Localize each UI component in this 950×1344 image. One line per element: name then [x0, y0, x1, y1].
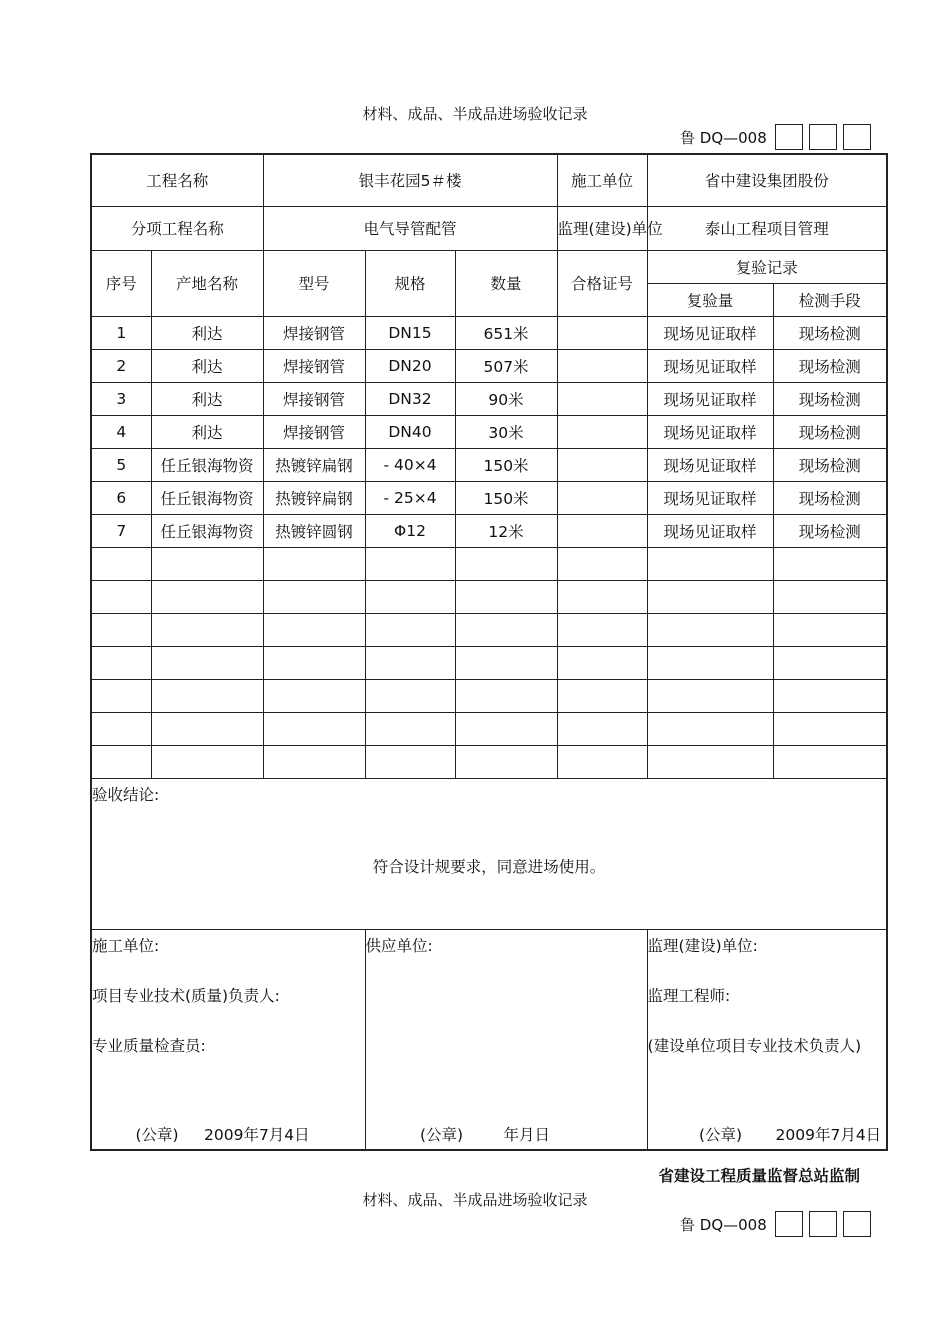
conclusion-text: 符合设计规要求，同意进场使用。 — [372, 857, 606, 876]
form-code-repeat — [680, 1211, 871, 1237]
table-row — [91, 448, 887, 481]
conclusion-row — [91, 778, 887, 929]
cell-recheck-amount[interactable]: 现场见证取样 — [647, 316, 773, 349]
cell-certificate[interactable] — [557, 481, 647, 514]
supplier-unit-sign-label: 供应单位: — [365, 936, 433, 955]
project-row — [91, 154, 887, 206]
construction-unit-sign-label: 施工单位: — [92, 936, 160, 955]
code-box-4[interactable] — [775, 1211, 803, 1237]
cell-test-method[interactable] — [773, 580, 887, 613]
cell-seq[interactable]: 4 — [91, 415, 151, 448]
construction-signature-cell[interactable] — [91, 929, 365, 1150]
cell-recheck-amount[interactable] — [647, 547, 773, 580]
tech-quality-lead-label: 项目专业技术(质量)负责人: — [92, 986, 280, 1005]
cell-quantity[interactable]: 150米 — [455, 448, 557, 481]
cell-test-method[interactable] — [773, 745, 887, 778]
cell-origin[interactable]: 利达 — [151, 382, 263, 415]
supervision-unit-label: 监理(建设)单位 — [557, 206, 647, 250]
conclusion-label: 验收结论: — [92, 785, 160, 804]
cell-spec[interactable]: - 25×4 — [365, 481, 455, 514]
cell-model[interactable]: 热镀锌扁钢 — [263, 448, 365, 481]
col-quantity-header: 数量 — [455, 250, 557, 316]
cell-spec[interactable] — [365, 580, 455, 613]
cell-origin[interactable]: 利达 — [151, 415, 263, 448]
cell-certificate[interactable] — [557, 514, 647, 547]
cell-certificate[interactable] — [557, 448, 647, 481]
cell-model[interactable] — [263, 613, 365, 646]
table-row — [91, 745, 887, 778]
cell-origin[interactable] — [151, 547, 263, 580]
code-box-6[interactable] — [843, 1211, 871, 1237]
sub-project-row — [91, 206, 887, 250]
construction-unit-value[interactable]: 省中建设集团股份 — [647, 154, 887, 206]
cell-recheck-amount[interactable] — [647, 580, 773, 613]
cell-model[interactable]: 焊接钢管 — [263, 349, 365, 382]
cell-quantity[interactable]: 651米 — [455, 316, 557, 349]
project-name-label: 工程名称 — [91, 154, 263, 206]
cell-origin[interactable]: 利达 — [151, 316, 263, 349]
cell-seq[interactable]: 3 — [91, 382, 151, 415]
cell-certificate[interactable] — [557, 613, 647, 646]
cell-model[interactable]: 焊接钢管 — [263, 316, 365, 349]
table-row — [91, 481, 887, 514]
supervision-unit-sign-label: 监理(建设)单位: — [647, 936, 758, 955]
cell-recheck-amount[interactable] — [647, 646, 773, 679]
cell-certificate[interactable] — [557, 679, 647, 712]
cell-spec[interactable]: DN20 — [365, 349, 455, 382]
table-row — [91, 514, 887, 547]
cell-seq[interactable]: 5 — [91, 448, 151, 481]
cell-seq[interactable] — [91, 580, 151, 613]
cell-certificate[interactable] — [557, 415, 647, 448]
cell-model[interactable]: 焊接钢管 — [263, 415, 365, 448]
cell-certificate[interactable] — [557, 646, 647, 679]
issuing-authority: 省建设工程质量监督总站监制 — [658, 1167, 860, 1185]
col-test-method-header: 检测手段 — [773, 283, 887, 316]
col-model-header: 型号 — [263, 250, 365, 316]
supervision-unit-value[interactable]: 泰山工程项目管理 — [647, 206, 887, 250]
table-row — [91, 580, 887, 613]
cell-recheck-amount[interactable]: 现场见证取样 — [647, 481, 773, 514]
cell-model[interactable] — [263, 712, 365, 745]
cell-spec[interactable]: Φ12 — [365, 514, 455, 547]
col-seq-header: 序号 — [91, 250, 151, 316]
cell-quantity[interactable] — [455, 745, 557, 778]
cell-model[interactable]: 焊接钢管 — [263, 382, 365, 415]
table-row — [91, 613, 887, 646]
cell-origin[interactable] — [151, 679, 263, 712]
form-code-text-repeat: 鲁 DQ—008 — [680, 1215, 767, 1234]
table-row — [91, 349, 887, 382]
cell-origin[interactable] — [151, 745, 263, 778]
signature-row — [91, 929, 887, 1150]
code-box-1[interactable] — [775, 124, 803, 150]
cell-recheck-amount[interactable]: 现场见证取样 — [647, 448, 773, 481]
cell-test-method[interactable]: 现场检测 — [773, 415, 887, 448]
cell-certificate[interactable] — [557, 712, 647, 745]
supervision-date: 2009年7月4日 — [775, 1126, 882, 1144]
cell-quantity[interactable] — [455, 712, 557, 745]
cell-test-method[interactable] — [773, 646, 887, 679]
cell-spec[interactable]: DN32 — [365, 382, 455, 415]
cell-quantity[interactable]: 30米 — [455, 415, 557, 448]
supplier-signature-cell[interactable] — [365, 929, 647, 1150]
quality-inspector-label: 专业质量检查员: — [92, 1036, 206, 1055]
table-row — [91, 547, 887, 580]
col-spec-header: 规格 — [365, 250, 455, 316]
cell-spec[interactable] — [365, 646, 455, 679]
form-code — [680, 124, 871, 150]
cell-origin[interactable]: 任丘银海物资 — [151, 514, 263, 547]
cell-seq[interactable] — [91, 547, 151, 580]
cell-origin[interactable] — [151, 646, 263, 679]
cell-seq[interactable]: 1 — [91, 316, 151, 349]
cell-recheck-amount[interactable] — [647, 745, 773, 778]
cell-recheck-amount[interactable] — [647, 679, 773, 712]
table-row — [91, 712, 887, 745]
cell-origin[interactable]: 任丘银海物资 — [151, 448, 263, 481]
cell-quantity[interactable]: 507米 — [455, 349, 557, 382]
cell-quantity[interactable]: 90米 — [455, 382, 557, 415]
cell-origin[interactable]: 利达 — [151, 349, 263, 382]
supervision-signature-cell[interactable] — [647, 929, 887, 1150]
page-title: 材料、成品、半成品进场验收记录 — [362, 105, 588, 123]
code-box-5[interactable] — [809, 1211, 837, 1237]
page-title-repeat: 材料、成品、半成品进场验收记录 — [362, 1191, 588, 1209]
cell-spec[interactable]: - 40×4 — [365, 448, 455, 481]
code-box-2[interactable] — [809, 124, 837, 150]
cell-certificate[interactable] — [557, 382, 647, 415]
cell-seq[interactable] — [91, 613, 151, 646]
cell-quantity[interactable] — [455, 679, 557, 712]
table-row — [91, 316, 887, 349]
cell-test-method[interactable]: 现场检测 — [773, 514, 887, 547]
cell-certificate[interactable] — [557, 745, 647, 778]
supervision-stamp-date — [666, 1123, 882, 1145]
table-row — [91, 415, 887, 448]
cell-recheck-amount[interactable]: 现场见证取样 — [647, 415, 773, 448]
supplier-stamp: (公章) — [419, 1126, 464, 1144]
sub-project-value[interactable]: 电气导管配管 — [263, 206, 557, 250]
cell-recheck-amount[interactable] — [647, 613, 773, 646]
cell-spec[interactable] — [365, 712, 455, 745]
col-recheck-header: 复验记录 — [647, 250, 887, 283]
cell-test-method[interactable]: 现场检测 — [773, 481, 887, 514]
cell-seq[interactable] — [91, 679, 151, 712]
col-recheck-amount-header: 复验量 — [647, 283, 773, 316]
cell-spec[interactable] — [365, 679, 455, 712]
cell-origin[interactable] — [151, 613, 263, 646]
construction-stamp-date — [110, 1123, 310, 1145]
cell-test-method[interactable] — [773, 679, 887, 712]
cell-model[interactable] — [263, 547, 365, 580]
form-code-text: 鲁 DQ—008 — [680, 128, 767, 147]
construction-unit-label: 施工单位 — [557, 154, 647, 206]
project-name-value[interactable]: 银丰花园5＃楼 — [263, 154, 557, 206]
acceptance-form-table — [90, 153, 888, 1151]
cell-recheck-amount[interactable]: 现场见证取样 — [647, 514, 773, 547]
cell-test-method[interactable]: 现场检测 — [773, 349, 887, 382]
construction-date: 2009年7月4日 — [204, 1126, 310, 1144]
cell-origin[interactable] — [151, 580, 263, 613]
supplier-date: 年月日 — [503, 1126, 551, 1144]
supervision-engineer-label: 监理工程师: — [647, 986, 731, 1005]
cell-model[interactable] — [263, 646, 365, 679]
cell-quantity[interactable] — [455, 613, 557, 646]
cell-model[interactable]: 热镀锌圆钢 — [263, 514, 365, 547]
cell-seq[interactable] — [91, 745, 151, 778]
cell-seq[interactable]: 2 — [91, 349, 151, 382]
cell-model[interactable]: 热镀锌扁钢 — [263, 481, 365, 514]
code-box-3[interactable] — [843, 124, 871, 150]
cell-certificate[interactable] — [557, 580, 647, 613]
cell-origin[interactable]: 任丘银海物资 — [151, 481, 263, 514]
table-row — [91, 646, 887, 679]
cell-recheck-amount[interactable] — [647, 712, 773, 745]
cell-recheck-amount[interactable]: 现场见证取样 — [647, 349, 773, 382]
cell-spec[interactable] — [365, 613, 455, 646]
cell-quantity[interactable]: 12米 — [455, 514, 557, 547]
cell-seq[interactable]: 6 — [91, 481, 151, 514]
cell-spec[interactable]: DN40 — [365, 415, 455, 448]
conclusion-cell[interactable] — [91, 778, 887, 929]
cell-test-method[interactable] — [773, 613, 887, 646]
construction-stamp: (公章) — [135, 1126, 179, 1144]
cell-spec[interactable] — [365, 547, 455, 580]
cell-certificate[interactable] — [557, 349, 647, 382]
cell-model[interactable] — [263, 580, 365, 613]
cell-quantity[interactable]: 150米 — [455, 481, 557, 514]
cell-seq[interactable] — [91, 646, 151, 679]
owner-tech-lead-label: (建设单位项目专业技术负责人) — [647, 1036, 862, 1055]
cell-quantity[interactable] — [455, 547, 557, 580]
cell-spec[interactable] — [365, 745, 455, 778]
cell-model[interactable] — [263, 679, 365, 712]
cell-test-method[interactable]: 现场检测 — [773, 448, 887, 481]
cell-quantity[interactable] — [455, 646, 557, 679]
cell-origin[interactable] — [151, 712, 263, 745]
supervision-stamp: (公章) — [698, 1126, 743, 1144]
col-origin-header: 产地名称 — [151, 250, 263, 316]
cell-seq[interactable]: 7 — [91, 514, 151, 547]
column-header-row — [91, 250, 887, 283]
cell-certificate[interactable] — [557, 547, 647, 580]
cell-test-method[interactable] — [773, 712, 887, 745]
cell-model[interactable] — [263, 745, 365, 778]
cell-seq[interactable] — [91, 712, 151, 745]
cell-recheck-amount[interactable]: 现场见证取样 — [647, 382, 773, 415]
cell-test-method[interactable]: 现场检测 — [773, 316, 887, 349]
cell-quantity[interactable] — [455, 580, 557, 613]
cell-test-method[interactable]: 现场检测 — [773, 382, 887, 415]
cell-certificate[interactable] — [557, 316, 647, 349]
table-row — [91, 382, 887, 415]
table-row — [91, 679, 887, 712]
sub-project-label: 分项工程名称 — [91, 206, 263, 250]
cell-spec[interactable]: DN15 — [365, 316, 455, 349]
supplier-stamp-date — [380, 1123, 551, 1145]
cell-test-method[interactable] — [773, 547, 887, 580]
col-certificate-header: 合格证号 — [557, 250, 647, 316]
